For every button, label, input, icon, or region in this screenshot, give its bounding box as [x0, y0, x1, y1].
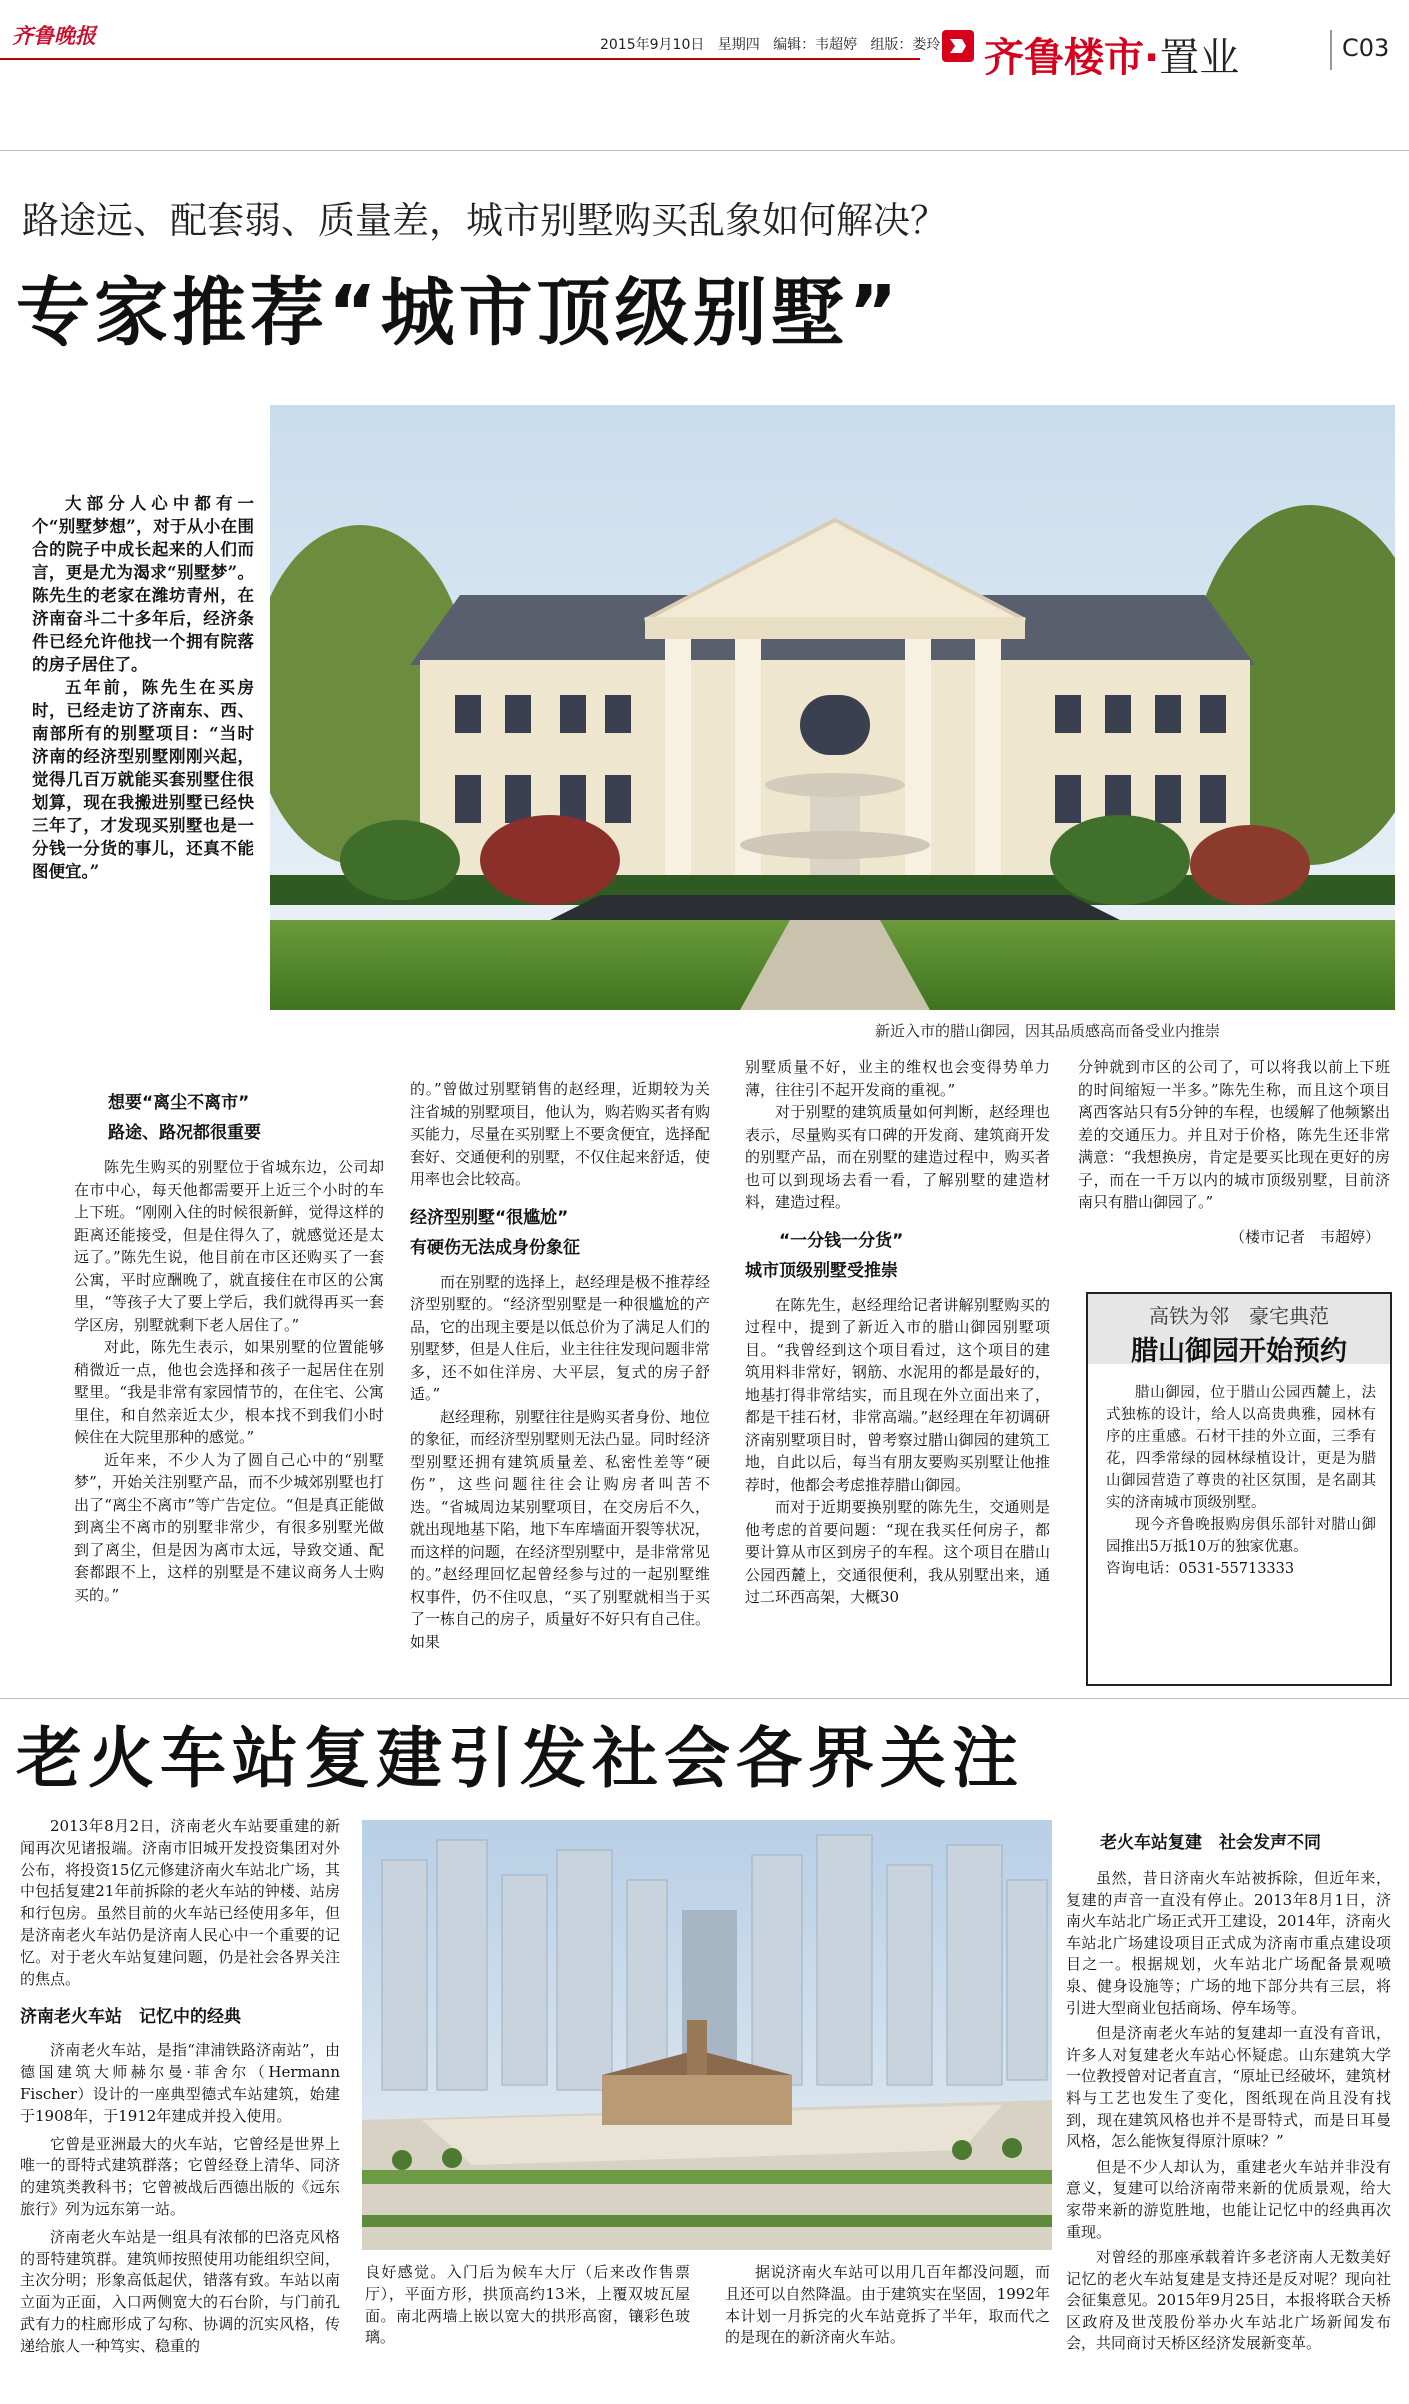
- promo-paragraph: 现今齐鲁晚报购房俱乐部针对腊山御园推出5万抵10万的独家优惠。: [1106, 1517, 1376, 1555]
- col3-subheading-1: “一分钱一分货”: [779, 1230, 904, 1251]
- article1-headline: 专家推荐“城市顶级别墅”: [16, 270, 902, 356]
- article2-paragraph: 据说济南火车站可以用几百年都没问题，而且还可以自然降温。由于建筑实在坚固，1992年本计划一月拆完的火车站竟拆了半年，取而代之的是现在的新济南火车站。: [725, 2263, 1050, 2347]
- article1-byline: （楼市记者 韦超婷）: [1229, 1227, 1380, 1246]
- masthead: [0, 0, 1409, 81]
- col2-paragraph: 的。”曾做过别墅销售的赵经理，近期较为关注省城的别墅项目，他认为，购若购买者有购买能力，尽量在买别墅上不要贪便宜，选择配套好、交通便利的别墅，不仅住起来舒适，使用率也会比较高。: [410, 1080, 711, 1188]
- article2-paragraph: 但是济南老火车站的复建却一直没有音讯，许多人对复建老火车站心怀疑虑。山东建筑大学一位教授曾对记者直言，“原址已经破坏，建筑材料与工艺也发生了变化，图纸现在尚且没有找到，现在建筑风格也并不是哥特式，而是日耳曼风格，怎么能恢复得原汁原味？”: [1066, 2024, 1391, 2151]
- col2-subheading-2: 有硬伤无法成身份象征: [410, 1237, 580, 1258]
- section-name: [984, 26, 1239, 83]
- issue-editor: 编辑：韦超婷: [773, 37, 858, 53]
- article1-lead: [32, 492, 254, 883]
- section-logo-icon: [942, 30, 974, 62]
- col4-paragraph: 分钟就到市区的公司了，可以将我以前上下班的时间缩短一半多。”陈先生称，而且这个项目离西客站只有5分钟的车程，也缓解了他频繁出差的交通压力。并且对于价格，陈先生还非常满意：“我想换房，肯定是要买比现在更好的房子，而在一千万以内的城市顶级别墅，目前济南只有腊山御园了。”: [1078, 1058, 1390, 1211]
- newspaper-logo: 齐鲁晚报: [12, 23, 96, 48]
- lead-paragraph: 五年前，陈先生在买房时，已经走访了济南东、西、南部所有的别墅项目：“当时济南的经济型别墅刚刚兴起，觉得几百万就能买套别墅住很划算，现在我搬进别墅已经快三年了，才发现买别墅也是一分钱一分货的事儿，还真不能图便宜。”: [32, 678, 254, 881]
- promo-title-big: 腊山御园开始预约: [1131, 1336, 1347, 1367]
- villa-photo: [270, 405, 1395, 1010]
- col1-paragraph: 近年来，不少人为了圆自己心中的“别墅梦”，开始关注别墅产品，而不少城郊别墅也打出了“离尘不离市”等广告定位。“但是真正能做到离尘不离市的别墅非常少，有很多别墅光做到了离尘，但是因为离市太远，导致交通、配套都跟不上，这样的别墅是不建议商务人士购买的。”: [74, 1450, 384, 1604]
- col1-paragraph: 对此，陈先生表示，如果别墅的位置能够稍微近一点，他也会选择和孩子一起居住在别墅里。“我是非常有家园情节的，在住宅、公寓里住，和自然亲近太少，根本找不到我们小时候住在大院里那种的感觉。”: [74, 1338, 384, 1446]
- issue-weekday: 星期四: [717, 37, 760, 53]
- article2-mid-right-col: [725, 2262, 1050, 2349]
- article1-kicker: 路途远、配套弱、质量差，城市别墅购买乱象如何解决？: [22, 199, 947, 242]
- article2-paragraph: 济南老火车站，是指“津浦铁路济南站”，由德国建筑大师赫尔曼·菲舍尔（Hermann Fischer）设计的一座典型德式车站建筑，始建于1908年，于1912年建成并投入使用。: [20, 2041, 340, 2125]
- section-dot: ·: [1144, 35, 1160, 81]
- col1-paragraph: 陈先生购买的别墅位于省城东边，公司却在市中心，每天他都需要开上近三个小时的车上下班。“刚刚入住的时候很新鲜，觉得这样的距离还能接受，但是住得久了，就感觉还是太远了。”陈先生说，他目前在市区还购买了一套公寓，平时应酬晚了，就直接住在市区的公寓里，“等孩子大了要上学后，我们就得再买一套学区房，别墅就剩下老人居住了。”: [74, 1158, 384, 1334]
- col3-paragraph: 而对于近期要换别墅的陈先生，交通则是他考虑的首要问题：“现在我买任何房子，都要计算从市区到房子的车程。这个项目在腊山公园西麓上，交通很便利，我从别墅出来，通过二环西高架，大概30: [745, 1498, 1050, 1606]
- article2-paragraph: 济南老火车站是一组具有浓郁的巴洛克风格的哥特建筑群。建筑师按照使用功能组织空间，主次分明；形象高低起伏，错落有致。车站以南立面为正面，入口两侧宽大的石台阶，与门前孔武有力的柱廊形成了勾称、协调的沉实风格，传递给旅人一种笃实、稳重的: [20, 2227, 340, 2355]
- col3-paragraph: 对于别墅的建筑质量如何判断，赵经理也表示，尽量购买有口碑的开发商、建筑商开发的别墅产品，而在别墅的建造过程中，购买者也可以到现场去看一看，了解别墅的建造材料，建造过程。: [745, 1103, 1050, 1211]
- article2-headline: 老火车站复建引发社会各界关注: [16, 1720, 1024, 1797]
- section-title: 齐鲁楼市: [984, 35, 1144, 81]
- col1-subheading-2: 路途、路况都很重要: [108, 1123, 261, 1143]
- article2-paragraph: 但是不少人却认为，重建老火车站并非没有意义，复建可以给济南带来新的优质景观，给大家带来新的游览胜地，也能让记忆中的经典再次重现。: [1066, 2157, 1391, 2241]
- issue-date: 2015年9月10日: [600, 37, 705, 53]
- article2-paragraph: 它曾是亚洲最大的火车站，它曾经是世界上唯一的哥特式建筑群落；它曾经登上清华、同济的建筑类教科书；它曾被战后西德出版的《远东旅行》列为远东第一站。: [20, 2134, 340, 2218]
- col2-paragraph: 而在别墅的选择上，赵经理是极不推荐经济型别墅的。“经济型别墅是一种很尴尬的产品，它的出现主要是以低总价为了满足人们的别墅梦，但是人住后，业主往往发现问题非常多，还不如住洋房、大平层，复式的房子舒适。”: [410, 1272, 711, 1403]
- col3-subheading-2: 城市顶级别墅受推崇: [745, 1260, 898, 1281]
- article2-paragraph: 2013年8月2日，济南老火车站要重建的新闻再次见诸报端。济南市旧城开发投资集团对外公布，将投资15亿元修建济南火车站北广场，其中包括复建21年前拆除的老火车站的钟楼、站房和行包房。虽然目前的火车站已经使用多年，但是济南老火车站仍是济南人民心中一个重要的记忆。对于老火车站复建问题，仍是社会各界关注的焦点。: [20, 1817, 340, 1988]
- villa-illustration: [270, 405, 1395, 1010]
- section-subtitle: 置业: [1159, 35, 1240, 81]
- article-separator: [0, 1698, 1409, 1699]
- promo-box: [1086, 1292, 1392, 1686]
- section-divider: [1330, 30, 1332, 70]
- station-illustration: [362, 1820, 1052, 2250]
- article2-paragraph: 良好感觉。入门后为候车大厅（后来改作售票厅），平面方形，拱顶高约13米，上覆双坡瓦屋面。南北两墙上嵌以宽大的拱形高窗，镶彩色玻璃。: [365, 2263, 690, 2347]
- header-rule: [0, 58, 920, 60]
- header-bottom-rule: [0, 150, 1409, 151]
- article2-left-col: [20, 1816, 340, 2358]
- lead-paragraph: 大部分人心中都有一个“别墅梦想”，对于从小在围合的院子中成长起来的人们而言，更是尤为渴求“别墅梦”。陈先生的老家在潍坊青州，在济南奋斗二十多年后，经济条件已经允许他找一个拥有院落的房子居住了。: [32, 494, 254, 674]
- promo-box-header: [1088, 1294, 1390, 1367]
- issue-layout-editor: 组版：娄玲: [870, 37, 941, 53]
- promo-body: [1106, 1382, 1376, 1580]
- promo-title-small: 高铁为邻 豪宅典范: [1149, 1304, 1329, 1328]
- promo-phone: 咨询电话：0531-55713333: [1106, 1561, 1295, 1577]
- villa-photo-caption: 新近入市的腊山御园，因其品质感高而备受业内推崇: [875, 1022, 1221, 1040]
- issue-info: [600, 34, 940, 54]
- col2-subheading-1: 经济型别墅“很尴尬”: [410, 1207, 569, 1228]
- article2-paragraph: 对曾经的那座承载着许多老济南人无数美好记忆的老火车站复建是支持还是反对呢？现向社会征集意见。2015年9月25日，本报将联合天桥区政府及世茂股份举办火车站北广场新闻发布会，共同商讨天桥区经济发展新变革。: [1066, 2248, 1391, 2353]
- col1-subheading-1: 想要“离尘不离市”: [108, 1093, 250, 1113]
- article2-right-subheading: 老火车站复建 社会发声不同: [1100, 1833, 1321, 1853]
- article1-col1: [74, 1090, 384, 1606]
- article1-col2: [410, 1078, 710, 1653]
- col3-paragraph: 在陈先生，赵经理给记者讲解别墅购买的过程中，提到了新近入市的腊山御园别墅项目。“我曾经到这个项目看过，这个项目的建筑用料非常好，钢筋、水泥用的都是最好的，地基打得非常结实，而且现在外立面出来了，都是干挂石材，非常高端。”赵经理在年初调研济南别墅项目时，曾考察过腊山御园的建筑工地，自此以后，每当有朋友要购买别墅让他推荐时，他都会考虑推荐腊山御园。: [745, 1295, 1050, 1494]
- article2-left-subheading: 济南老火车站 记忆中的经典: [20, 2007, 241, 2028]
- promo-paragraph: 腊山御园，位于腊山公园西麓上，法式独栋的设计，给人以高贵典雅，园林有序的庄重感。石材干挂的外立面，三季有花，四季常绿的园林绿植设计，更是为腊山御园营造了尊贵的社区氛围，是名副其实的济南城市顶级别墅。: [1106, 1385, 1376, 1511]
- article2-right-col: [1066, 1830, 1391, 2355]
- article2-paragraph: 虽然，昔日济南火车站被拆除，但近年来，复建的声音一直没有停止。2013年8月1日，济南火车站北广场正式开工建设，2014年，济南火车站北广场建设项目正式成为济南市重点建设项目之一。根据规划，火车站北广场配备景观喷泉、健身设施等；广场的地下部分共有三层，将引进大型商业包括商场、停车场等。: [1066, 1869, 1391, 2017]
- col3-paragraph: 别墅质量不好，业主的维权也会变得势单力薄，往往引不起开发商的重视。”: [745, 1058, 1050, 1099]
- article1-col4: [1078, 1056, 1390, 1248]
- article1-col3: [745, 1056, 1050, 1609]
- article2-mid-left-col: [365, 2262, 690, 2349]
- col2-paragraph: 赵经理称，别墅往往是购买者身份、地位的象征，而经济型别墅则无法凸显。同时经济型别墅还拥有建筑质量差、私密性差等“硬伤”，这些问题往往会让购房者叫苦不迭。“省城周边某别墅项目，在交房后不久，就出现地基下陷，地下车库墙面开裂等状况，而这样的问题，在经济型别墅中，是非常常见的。”赵经理回忆起曾经参与过的一起别墅维权事件，仍不住叹息，“买了别墅就相当于买了一栋自己的房子，质量好不好只有自己住。如果: [410, 1407, 711, 1651]
- station-rendering-photo: [362, 1820, 1052, 2250]
- page-number: C03: [1342, 34, 1390, 62]
